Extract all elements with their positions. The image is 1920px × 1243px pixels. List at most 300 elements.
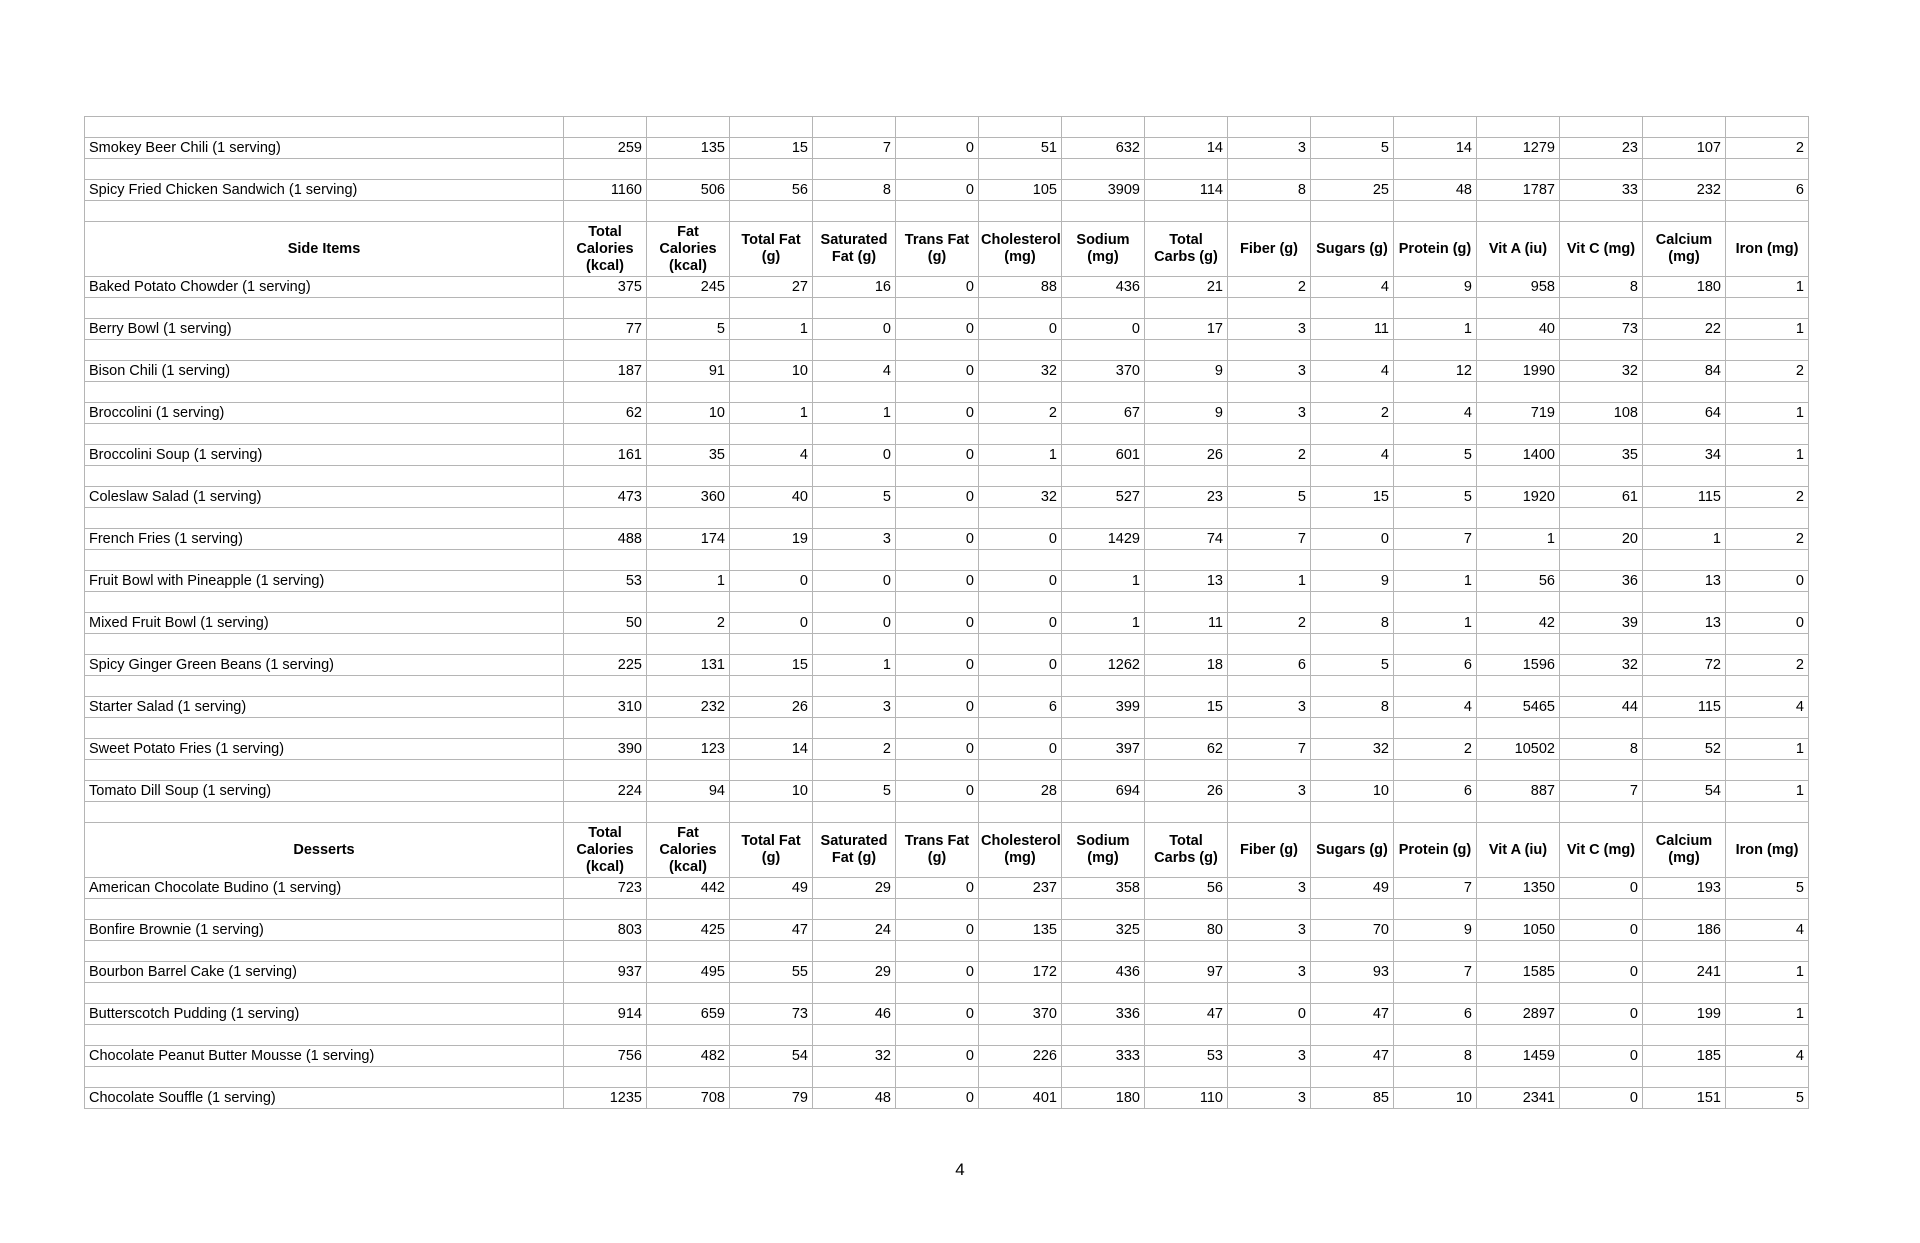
value-cell: 2341: [1477, 1088, 1560, 1109]
empty-cell: [647, 298, 730, 319]
empty-cell: [979, 117, 1062, 138]
empty-cell: [1228, 550, 1311, 571]
spacer-row: [85, 508, 1809, 529]
empty-cell: [1228, 159, 1311, 180]
value-cell: 436: [1062, 962, 1145, 983]
value-cell: 97: [1145, 962, 1228, 983]
empty-cell: [813, 550, 896, 571]
value-cell: 7: [1394, 878, 1477, 899]
empty-cell: [1643, 298, 1726, 319]
empty-cell: [1560, 424, 1643, 445]
value-cell: 1: [1726, 962, 1809, 983]
empty-cell: [85, 201, 564, 222]
empty-cell: [1228, 802, 1311, 823]
empty-cell: [1643, 802, 1726, 823]
empty-cell: [1062, 1067, 1145, 1088]
empty-cell: [1477, 676, 1560, 697]
empty-cell: [85, 466, 564, 487]
empty-cell: [979, 941, 1062, 962]
empty-cell: [896, 508, 979, 529]
empty-cell: [1311, 508, 1394, 529]
column-header: Total Calories (kcal): [564, 222, 647, 277]
value-cell: 719: [1477, 403, 1560, 424]
empty-cell: [647, 802, 730, 823]
item-name: Smokey Beer Chili (1 serving): [85, 138, 564, 159]
empty-cell: [1145, 634, 1228, 655]
empty-cell: [979, 298, 1062, 319]
value-cell: 32: [979, 487, 1062, 508]
empty-cell: [1560, 340, 1643, 361]
value-cell: 47: [1311, 1046, 1394, 1067]
value-cell: 0: [896, 487, 979, 508]
section-title: Side Items: [85, 222, 564, 277]
empty-cell: [1643, 718, 1726, 739]
table-row: [85, 781, 1809, 802]
value-cell: 325: [1062, 920, 1145, 941]
value-cell: 2: [979, 403, 1062, 424]
value-cell: 0: [896, 138, 979, 159]
empty-cell: [1145, 298, 1228, 319]
value-cell: 488: [564, 529, 647, 550]
empty-cell: [1477, 634, 1560, 655]
empty-cell: [896, 201, 979, 222]
value-cell: 0: [1560, 878, 1643, 899]
empty-cell: [813, 424, 896, 445]
value-cell: 1400: [1477, 445, 1560, 466]
table-row: [85, 277, 1809, 298]
value-cell: 241: [1643, 962, 1726, 983]
value-cell: 115: [1643, 697, 1726, 718]
value-cell: 1429: [1062, 529, 1145, 550]
empty-cell: [1062, 941, 1145, 962]
value-cell: 1: [730, 403, 813, 424]
empty-cell: [564, 899, 647, 920]
empty-cell: [1726, 760, 1809, 781]
value-cell: 51: [979, 138, 1062, 159]
value-cell: 0: [979, 739, 1062, 760]
empty-cell: [564, 424, 647, 445]
empty-cell: [1643, 1067, 1726, 1088]
empty-cell: [1062, 718, 1145, 739]
empty-cell: [1726, 340, 1809, 361]
table-row: [85, 962, 1809, 983]
empty-cell: [1560, 802, 1643, 823]
value-cell: 94: [647, 781, 730, 802]
column-header: Vit C (mg): [1560, 823, 1643, 878]
empty-cell: [730, 1025, 813, 1046]
empty-cell: [1145, 941, 1228, 962]
spacer-row: [85, 983, 1809, 1004]
empty-cell: [813, 941, 896, 962]
empty-cell: [1477, 159, 1560, 180]
value-cell: 79: [730, 1088, 813, 1109]
empty-cell: [1062, 550, 1145, 571]
value-cell: 26: [730, 697, 813, 718]
empty-cell: [730, 382, 813, 403]
empty-cell: [730, 634, 813, 655]
value-cell: 0: [979, 319, 1062, 340]
spacer-row: [85, 634, 1809, 655]
value-cell: 193: [1643, 878, 1726, 899]
value-cell: 107: [1643, 138, 1726, 159]
empty-cell: [1560, 899, 1643, 920]
empty-cell: [1062, 298, 1145, 319]
empty-cell: [1062, 201, 1145, 222]
value-cell: 2: [1394, 739, 1477, 760]
empty-cell: [896, 382, 979, 403]
spacer-row: [85, 117, 1809, 138]
value-cell: 7: [1394, 529, 1477, 550]
empty-cell: [1062, 899, 1145, 920]
empty-cell: [730, 298, 813, 319]
empty-cell: [647, 159, 730, 180]
empty-cell: [1560, 1025, 1643, 1046]
value-cell: 914: [564, 1004, 647, 1025]
empty-cell: [647, 117, 730, 138]
empty-cell: [730, 941, 813, 962]
value-cell: 2: [1228, 445, 1311, 466]
empty-cell: [896, 634, 979, 655]
value-cell: 36: [1560, 571, 1643, 592]
empty-cell: [813, 1067, 896, 1088]
value-cell: 9: [1394, 277, 1477, 298]
value-cell: 15: [1311, 487, 1394, 508]
value-cell: 33: [1560, 180, 1643, 201]
value-cell: 2: [1726, 655, 1809, 676]
empty-cell: [1394, 298, 1477, 319]
empty-cell: [1477, 718, 1560, 739]
empty-cell: [564, 760, 647, 781]
empty-cell: [979, 676, 1062, 697]
empty-cell: [1145, 760, 1228, 781]
value-cell: 135: [647, 138, 730, 159]
empty-cell: [1643, 983, 1726, 1004]
value-cell: 8: [1560, 739, 1643, 760]
value-cell: 3: [1228, 962, 1311, 983]
value-cell: 0: [896, 1046, 979, 1067]
empty-cell: [1477, 466, 1560, 487]
empty-cell: [1643, 899, 1726, 920]
column-header: Calcium (mg): [1643, 222, 1726, 277]
value-cell: 0: [730, 571, 813, 592]
item-name: Broccolini (1 serving): [85, 403, 564, 424]
empty-cell: [730, 983, 813, 1004]
value-cell: 1: [979, 445, 1062, 466]
value-cell: 0: [896, 529, 979, 550]
empty-cell: [647, 550, 730, 571]
empty-cell: [979, 159, 1062, 180]
value-cell: 3: [1228, 361, 1311, 382]
empty-cell: [1560, 718, 1643, 739]
empty-cell: [1311, 676, 1394, 697]
value-cell: 5: [1311, 138, 1394, 159]
empty-cell: [1228, 117, 1311, 138]
empty-cell: [979, 1025, 1062, 1046]
empty-cell: [896, 1067, 979, 1088]
empty-cell: [730, 718, 813, 739]
value-cell: 1: [1394, 319, 1477, 340]
value-cell: 9: [1145, 403, 1228, 424]
value-cell: 1160: [564, 180, 647, 201]
value-cell: 375: [564, 277, 647, 298]
value-cell: 5: [1228, 487, 1311, 508]
empty-cell: [85, 899, 564, 920]
empty-cell: [1228, 1025, 1311, 1046]
value-cell: 1459: [1477, 1046, 1560, 1067]
empty-cell: [1726, 1067, 1809, 1088]
value-cell: 186: [1643, 920, 1726, 941]
empty-cell: [730, 466, 813, 487]
empty-cell: [813, 201, 896, 222]
value-cell: 1: [1726, 319, 1809, 340]
value-cell: 8: [1394, 1046, 1477, 1067]
value-cell: 48: [1394, 180, 1477, 201]
table-row: [85, 319, 1809, 340]
value-cell: 35: [647, 445, 730, 466]
value-cell: 3: [1228, 920, 1311, 941]
value-cell: 70: [1311, 920, 1394, 941]
spacer-row: [85, 298, 1809, 319]
empty-cell: [1726, 899, 1809, 920]
empty-cell: [1726, 550, 1809, 571]
value-cell: 399: [1062, 697, 1145, 718]
value-cell: 4: [1311, 277, 1394, 298]
value-cell: 5: [647, 319, 730, 340]
value-cell: 93: [1311, 962, 1394, 983]
empty-cell: [1145, 466, 1228, 487]
table-row: [85, 529, 1809, 550]
value-cell: 2897: [1477, 1004, 1560, 1025]
value-cell: 7: [813, 138, 896, 159]
empty-cell: [647, 718, 730, 739]
empty-cell: [979, 1067, 1062, 1088]
value-cell: 3: [1228, 697, 1311, 718]
empty-cell: [85, 298, 564, 319]
value-cell: 7: [1228, 739, 1311, 760]
value-cell: 47: [1311, 1004, 1394, 1025]
empty-cell: [1311, 201, 1394, 222]
value-cell: 29: [813, 878, 896, 899]
empty-cell: [85, 676, 564, 697]
value-cell: 42: [1477, 613, 1560, 634]
column-header: Total Fat (g): [730, 823, 813, 878]
value-cell: 62: [1145, 739, 1228, 760]
empty-cell: [564, 382, 647, 403]
empty-cell: [896, 899, 979, 920]
empty-cell: [1643, 466, 1726, 487]
empty-cell: [1311, 592, 1394, 613]
value-cell: 53: [564, 571, 647, 592]
table-row: [85, 655, 1809, 676]
value-cell: 9: [1394, 920, 1477, 941]
empty-cell: [564, 550, 647, 571]
empty-cell: [647, 983, 730, 1004]
empty-cell: [1062, 508, 1145, 529]
empty-cell: [1394, 340, 1477, 361]
spacer-row: [85, 1025, 1809, 1046]
value-cell: 46: [813, 1004, 896, 1025]
empty-cell: [1145, 508, 1228, 529]
value-cell: 14: [1145, 138, 1228, 159]
empty-cell: [85, 1025, 564, 1046]
empty-cell: [1560, 550, 1643, 571]
empty-cell: [813, 159, 896, 180]
empty-cell: [564, 201, 647, 222]
item-name: Bonfire Brownie (1 serving): [85, 920, 564, 941]
item-name: Spicy Ginger Green Beans (1 serving): [85, 655, 564, 676]
table-row: [85, 920, 1809, 941]
value-cell: 2: [1228, 613, 1311, 634]
value-cell: 15: [730, 655, 813, 676]
value-cell: 10502: [1477, 739, 1560, 760]
value-cell: 39: [1560, 613, 1643, 634]
value-cell: 1: [1394, 613, 1477, 634]
empty-cell: [1477, 382, 1560, 403]
value-cell: 32: [813, 1046, 896, 1067]
value-cell: 10: [730, 361, 813, 382]
empty-cell: [896, 159, 979, 180]
value-cell: 333: [1062, 1046, 1145, 1067]
empty-cell: [85, 340, 564, 361]
empty-cell: [1477, 550, 1560, 571]
value-cell: 0: [896, 319, 979, 340]
value-cell: 232: [1643, 180, 1726, 201]
value-cell: 0: [896, 739, 979, 760]
empty-cell: [730, 201, 813, 222]
column-header: Fat Calories (kcal): [647, 222, 730, 277]
column-header: Vit A (iu): [1477, 222, 1560, 277]
value-cell: 370: [1062, 361, 1145, 382]
empty-cell: [85, 159, 564, 180]
value-cell: 4: [730, 445, 813, 466]
column-header: Total Fat (g): [730, 222, 813, 277]
value-cell: 0: [896, 962, 979, 983]
value-cell: 180: [1062, 1088, 1145, 1109]
spacer-row: [85, 466, 1809, 487]
value-cell: 3: [1228, 138, 1311, 159]
column-header: Fat Calories (kcal): [647, 823, 730, 878]
value-cell: 64: [1643, 403, 1726, 424]
item-name: Berry Bowl (1 serving): [85, 319, 564, 340]
value-cell: 225: [564, 655, 647, 676]
spacer-row: [85, 718, 1809, 739]
column-header: Cholesterol (mg): [979, 222, 1062, 277]
item-name: Chocolate Souffle (1 serving): [85, 1088, 564, 1109]
value-cell: 4: [1394, 403, 1477, 424]
value-cell: 35: [1560, 445, 1643, 466]
empty-cell: [1062, 117, 1145, 138]
empty-cell: [1726, 117, 1809, 138]
empty-cell: [1228, 201, 1311, 222]
empty-cell: [979, 466, 1062, 487]
value-cell: 3: [813, 697, 896, 718]
value-cell: 4: [1394, 697, 1477, 718]
empty-cell: [1477, 899, 1560, 920]
value-cell: 73: [1560, 319, 1643, 340]
value-cell: 442: [647, 878, 730, 899]
empty-cell: [1394, 983, 1477, 1004]
value-cell: 3909: [1062, 180, 1145, 201]
value-cell: 110: [1145, 1088, 1228, 1109]
empty-cell: [813, 760, 896, 781]
item-name: Tomato Dill Soup (1 serving): [85, 781, 564, 802]
value-cell: 370: [979, 1004, 1062, 1025]
empty-cell: [730, 592, 813, 613]
value-cell: 0: [896, 571, 979, 592]
value-cell: 15: [730, 138, 813, 159]
value-cell: 4: [1726, 1046, 1809, 1067]
spacer-row: [85, 424, 1809, 445]
empty-cell: [1477, 117, 1560, 138]
empty-cell: [85, 760, 564, 781]
empty-cell: [1394, 1025, 1477, 1046]
value-cell: 336: [1062, 1004, 1145, 1025]
value-cell: 259: [564, 138, 647, 159]
empty-cell: [813, 1025, 896, 1046]
value-cell: 937: [564, 962, 647, 983]
table-row: [85, 403, 1809, 424]
empty-cell: [1477, 340, 1560, 361]
value-cell: 5: [1311, 655, 1394, 676]
value-cell: 131: [647, 655, 730, 676]
empty-cell: [1394, 117, 1477, 138]
empty-cell: [896, 718, 979, 739]
empty-cell: [1394, 1067, 1477, 1088]
value-cell: 0: [979, 529, 1062, 550]
spacer-row: [85, 760, 1809, 781]
value-cell: 1: [1062, 613, 1145, 634]
empty-cell: [896, 676, 979, 697]
value-cell: 1585: [1477, 962, 1560, 983]
value-cell: 40: [730, 487, 813, 508]
column-header: Iron (mg): [1726, 222, 1809, 277]
table-row: [85, 1004, 1809, 1025]
empty-cell: [896, 1025, 979, 1046]
value-cell: 0: [896, 613, 979, 634]
value-cell: 13: [1145, 571, 1228, 592]
empty-cell: [896, 340, 979, 361]
value-cell: 2: [1726, 361, 1809, 382]
value-cell: 55: [730, 962, 813, 983]
empty-cell: [979, 508, 1062, 529]
value-cell: 0: [896, 445, 979, 466]
value-cell: 7: [1560, 781, 1643, 802]
value-cell: 91: [647, 361, 730, 382]
empty-cell: [564, 117, 647, 138]
empty-cell: [564, 508, 647, 529]
empty-cell: [1394, 802, 1477, 823]
empty-cell: [1394, 760, 1477, 781]
empty-cell: [979, 382, 1062, 403]
value-cell: 123: [647, 739, 730, 760]
column-header: Calcium (mg): [1643, 823, 1726, 878]
column-header: Trans Fat (g): [896, 823, 979, 878]
empty-cell: [1560, 298, 1643, 319]
value-cell: 12: [1394, 361, 1477, 382]
empty-cell: [1062, 760, 1145, 781]
empty-cell: [1228, 592, 1311, 613]
value-cell: 0: [813, 319, 896, 340]
value-cell: 9: [1145, 361, 1228, 382]
value-cell: 56: [1145, 878, 1228, 899]
value-cell: 32: [979, 361, 1062, 382]
value-cell: 13: [1643, 613, 1726, 634]
table-row: [85, 613, 1809, 634]
column-header: Fiber (g): [1228, 823, 1311, 878]
empty-cell: [564, 466, 647, 487]
empty-cell: [1477, 760, 1560, 781]
empty-cell: [1394, 550, 1477, 571]
